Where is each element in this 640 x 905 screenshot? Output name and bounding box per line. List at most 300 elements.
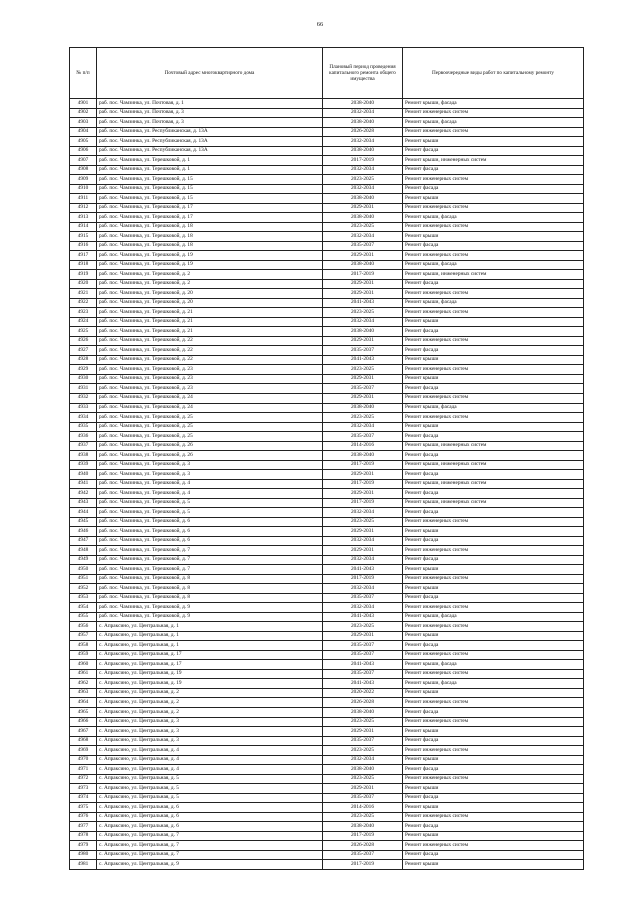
row-address: с. Апраксино, ул. Центральная, д. 17: [97, 650, 323, 660]
table-row: [70, 574, 584, 584]
row-works: Ремонт инженерных систем: [403, 774, 584, 784]
row-number: 4901: [70, 99, 97, 109]
row-works: Ремонт крыши: [403, 784, 584, 794]
table-row: [70, 584, 584, 594]
row-number: 4966: [70, 717, 97, 727]
row-period: 2041-2043: [323, 612, 403, 622]
row-works: Ремонт фасада: [403, 822, 584, 832]
row-address: раб. пос. Чамзинка, ул. Почтовая, д. 3: [97, 118, 323, 128]
row-number: 4971: [70, 765, 97, 775]
table-row: [70, 137, 584, 147]
table-row: [70, 365, 584, 375]
row-number: 4931: [70, 384, 97, 394]
row-period: 2032-2034: [323, 317, 403, 327]
row-number: 4967: [70, 727, 97, 737]
row-address: раб. пос. Чамзинка, ул. Терешковой, д. 26: [97, 451, 323, 461]
row-address: раб. пос. Чамзинка, ул. Терешковой, д. 20: [97, 298, 323, 308]
table-row: [70, 650, 584, 660]
row-number: 4937: [70, 441, 97, 451]
table-row: [70, 565, 584, 575]
row-number: 4977: [70, 822, 97, 832]
row-number: 4954: [70, 603, 97, 613]
table-row: [70, 251, 584, 261]
row-number: 4927: [70, 346, 97, 356]
table-row: [70, 660, 584, 670]
row-period: 2026-2028: [323, 127, 403, 137]
row-number: 4923: [70, 308, 97, 318]
row-number: 4945: [70, 517, 97, 527]
row-period: 2035-2037: [323, 346, 403, 356]
row-number: 4925: [70, 327, 97, 337]
row-period: 2029-2031: [323, 393, 403, 403]
row-address: раб. пос. Чамзинка, ул. Терешковой, д. 17: [97, 213, 323, 223]
row-works: Ремонт крыши, фасада: [403, 118, 584, 128]
table-row: [70, 774, 584, 784]
row-period: 2035-2037: [323, 736, 403, 746]
row-address: раб. пос. Чамзинка, ул. Терешковой, д. 24: [97, 403, 323, 413]
row-works: Ремонт крыши, инженерных систем: [403, 156, 584, 166]
table-row: [70, 527, 584, 537]
row-works: Ремонт крыши, инженерных систем: [403, 270, 584, 280]
row-address: раб. пос. Чамзинка, ул. Республиканская, д. 13А: [97, 127, 323, 137]
row-number: 4933: [70, 403, 97, 413]
row-address: с. Апраксино, ул. Центральная, д. 1: [97, 641, 323, 651]
table-row: [70, 384, 584, 394]
row-address: раб. пос. Чамзинка, ул. Терешковой, д. 21: [97, 327, 323, 337]
row-works: Ремонт крыши: [403, 688, 584, 698]
row-period: 2014-2016: [323, 441, 403, 451]
row-works: Ремонт фасада: [403, 708, 584, 718]
table-row: [70, 432, 584, 442]
row-number: 4926: [70, 336, 97, 346]
row-works: Ремонт крыши, фасада: [403, 403, 584, 413]
row-period: 2029-2031: [323, 289, 403, 299]
row-number: 4922: [70, 298, 97, 308]
row-works: Ремонт инженерных систем: [403, 841, 584, 851]
row-works: Ремонт крыши, фасада: [403, 99, 584, 109]
row-number: 4975: [70, 803, 97, 813]
row-address: с. Апраксино, ул. Центральная, д. 3: [97, 727, 323, 737]
row-period: 2029-2031: [323, 546, 403, 556]
row-number: 4910: [70, 184, 97, 194]
table-row: [70, 631, 584, 641]
table-row: [70, 175, 584, 185]
table-row: [70, 355, 584, 365]
row-works: Ремонт фасада: [403, 241, 584, 251]
table-row: [70, 470, 584, 480]
row-works: Ремонт инженерных систем: [403, 603, 584, 613]
row-address: с. Апраксино, ул. Центральная, д. 2: [97, 688, 323, 698]
row-number: 4950: [70, 565, 97, 575]
row-number: 4961: [70, 669, 97, 679]
row-address: раб. пос. Чамзинка, ул. Терешковой, д. 26: [97, 441, 323, 451]
row-works: Ремонт крыши: [403, 137, 584, 147]
row-address: раб. пос. Чамзинка, ул. Терешковой, д. 18: [97, 222, 323, 232]
table-row: [70, 127, 584, 137]
row-number: 4935: [70, 422, 97, 432]
row-address: раб. пос. Чамзинка, ул. Терешковой, д. 25: [97, 413, 323, 423]
row-address: с. Апраксино, ул. Центральная, д. 6: [97, 803, 323, 813]
row-address: с. Апраксино, ул. Центральная, д. 9: [97, 860, 323, 870]
row-works: Ремонт фасада: [403, 279, 584, 289]
table-row: [70, 508, 584, 518]
row-address: с. Апраксино, ул. Центральная, д. 2: [97, 708, 323, 718]
table-row: [70, 413, 584, 423]
table-row: [70, 669, 584, 679]
table-row: [70, 460, 584, 470]
row-period: 2035-2037: [323, 850, 403, 860]
row-period: 2026-2028: [323, 698, 403, 708]
row-number: 4948: [70, 546, 97, 556]
row-address: раб. пос. Чамзинка, ул. Терешковой, д. 23: [97, 374, 323, 384]
table-row: [70, 441, 584, 451]
row-period: 2038-2040: [323, 708, 403, 718]
row-number: 4965: [70, 708, 97, 718]
row-number: 4960: [70, 660, 97, 670]
row-works: Ремонт фасада: [403, 850, 584, 860]
row-number: 4952: [70, 584, 97, 594]
row-period: 2032-2034: [323, 508, 403, 518]
row-number: 4963: [70, 688, 97, 698]
table-row: [70, 451, 584, 461]
table-row: [70, 603, 584, 613]
row-works: Ремонт крыши: [403, 317, 584, 327]
table-row: [70, 222, 584, 232]
table-body: [70, 99, 584, 870]
row-period: 2029-2031: [323, 279, 403, 289]
row-address: раб. пос. Чамзинка, ул. Терешковой, д. 19: [97, 260, 323, 270]
row-works: Ремонт инженерных систем: [403, 546, 584, 556]
row-works: Ремонт фасада: [403, 555, 584, 565]
table-row: [70, 765, 584, 775]
table-row: [70, 203, 584, 213]
row-number: 4955: [70, 612, 97, 622]
row-number: 4919: [70, 270, 97, 280]
row-works: Ремонт крыши, фасада: [403, 612, 584, 622]
table-row: [70, 260, 584, 270]
row-period: 2041-2043: [323, 660, 403, 670]
row-address: с. Апраксино, ул. Центральная, д. 5: [97, 784, 323, 794]
row-period: 2014-2016: [323, 803, 403, 813]
table-row: [70, 593, 584, 603]
row-address: раб. пос. Чамзинка, ул. Терешковой, д. 23: [97, 384, 323, 394]
row-works: Ремонт инженерных систем: [403, 175, 584, 185]
capital-repair-table: [69, 47, 584, 870]
row-period: 2038-2040: [323, 822, 403, 832]
row-number: 4951: [70, 574, 97, 584]
row-number: 4928: [70, 355, 97, 365]
row-number: 4915: [70, 232, 97, 242]
row-works: Ремонт крыши: [403, 860, 584, 870]
row-number: 4934: [70, 413, 97, 423]
row-works: Ремонт фасада: [403, 489, 584, 499]
row-number: 4909: [70, 175, 97, 185]
row-address: раб. пос. Чамзинка, ул. Почтовая, д. 3: [97, 108, 323, 118]
row-works: Ремонт фасада: [403, 641, 584, 651]
row-period: 2029-2031: [323, 527, 403, 537]
row-works: Ремонт крыши, фасада: [403, 213, 584, 223]
row-works: Ремонт фасада: [403, 432, 584, 442]
row-address: раб. пос. Чамзинка, ул. Терешковой, д. 9: [97, 612, 323, 622]
row-works: Ремонт крыши: [403, 194, 584, 204]
row-address: с. Апраксино, ул. Центральная, д. 3: [97, 736, 323, 746]
row-period: 2032-2034: [323, 422, 403, 432]
row-address: с. Апраксино, ул. Центральная, д. 3: [97, 717, 323, 727]
row-number: 4976: [70, 812, 97, 822]
row-works: Ремонт инженерных систем: [403, 812, 584, 822]
row-period: 2023-2025: [323, 717, 403, 727]
row-period: 2041-2043: [323, 355, 403, 365]
row-period: 2035-2037: [323, 432, 403, 442]
table-row: [70, 727, 584, 737]
row-number: 4958: [70, 641, 97, 651]
row-period: 2032-2034: [323, 137, 403, 147]
row-works: Ремонт фасада: [403, 736, 584, 746]
table-row: [70, 489, 584, 499]
row-number: 4979: [70, 841, 97, 851]
table-row: [70, 517, 584, 527]
row-address: с. Апраксино, ул. Центральная, д. 7: [97, 831, 323, 841]
row-number: 4944: [70, 508, 97, 518]
table-row: [70, 241, 584, 251]
row-address: раб. пос. Чамзинка, ул. Терешковой, д. 1: [97, 165, 323, 175]
row-address: раб. пос. Чамзинка, ул. Республиканская, д. 13А: [97, 146, 323, 156]
row-works: Ремонт инженерных систем: [403, 574, 584, 584]
row-period: 2032-2034: [323, 555, 403, 565]
row-period: 2029-2031: [323, 631, 403, 641]
table-row: [70, 784, 584, 794]
row-works: Ремонт крыши: [403, 755, 584, 765]
row-number: 4980: [70, 850, 97, 860]
row-works: Ремонт инженерных систем: [403, 222, 584, 232]
row-address: раб. пос. Чамзинка, ул. Терешковой, д. 18: [97, 241, 323, 251]
row-number: 4981: [70, 860, 97, 870]
row-period: 2023-2025: [323, 365, 403, 375]
row-number: 4972: [70, 774, 97, 784]
row-period: 2029-2031: [323, 374, 403, 384]
row-period: 2023-2025: [323, 175, 403, 185]
row-period: 2029-2031: [323, 470, 403, 480]
table-row: [70, 708, 584, 718]
table-row: [70, 498, 584, 508]
row-address: раб. пос. Чамзинка, ул. Терешковой, д. 21: [97, 308, 323, 318]
table-row: [70, 165, 584, 175]
row-address: раб. пос. Чамзинка, ул. Терешковой, д. 22: [97, 336, 323, 346]
row-address: раб. пос. Чамзинка, ул. Терешковой, д. 1: [97, 156, 323, 166]
row-address: раб. пос. Чамзинка, ул. Терешковой, д. 4: [97, 479, 323, 489]
table-row: [70, 308, 584, 318]
table-row: [70, 841, 584, 851]
row-period: 2035-2037: [323, 793, 403, 803]
table-row: [70, 698, 584, 708]
table-row: [70, 279, 584, 289]
row-works: Ремонт инженерных систем: [403, 746, 584, 756]
row-period: 2029-2031: [323, 727, 403, 737]
row-number: 4921: [70, 289, 97, 299]
table-row: [70, 755, 584, 765]
row-period: 2038-2040: [323, 403, 403, 413]
table-row: [70, 822, 584, 832]
row-number: 4962: [70, 679, 97, 689]
row-period: 2032-2034: [323, 184, 403, 194]
row-period: 2017-2019: [323, 156, 403, 166]
row-number: 4916: [70, 241, 97, 251]
row-number: 4940: [70, 470, 97, 480]
row-works: Ремонт крыши: [403, 727, 584, 737]
row-number: 4904: [70, 127, 97, 137]
row-address: раб. пос. Чамзинка, ул. Терешковой, д. 22: [97, 355, 323, 365]
row-address: раб. пос. Чамзинка, ул. Терешковой, д. 3: [97, 460, 323, 470]
table-row: [70, 736, 584, 746]
row-number: 4957: [70, 631, 97, 641]
row-number: 4913: [70, 213, 97, 223]
row-period: 2038-2040: [323, 118, 403, 128]
row-works: Ремонт фасада: [403, 146, 584, 156]
row-period: 2023-2025: [323, 812, 403, 822]
row-works: Ремонт крыши: [403, 527, 584, 537]
table-row: [70, 194, 584, 204]
row-works: Ремонт крыши, инженерных систем: [403, 498, 584, 508]
row-works: Ремонт инженерных систем: [403, 365, 584, 375]
row-period: 2038-2040: [323, 194, 403, 204]
row-address: с. Апраксино, ул. Центральная, д. 19: [97, 679, 323, 689]
row-period: 2035-2037: [323, 641, 403, 651]
row-period: 2017-2019: [323, 479, 403, 489]
row-address: с. Апраксино, ул. Центральная, д. 4: [97, 746, 323, 756]
row-address: с. Апраксино, ул. Центральная, д. 6: [97, 812, 323, 822]
row-period: 2038-2040: [323, 146, 403, 156]
row-number: 4939: [70, 460, 97, 470]
row-number: 4902: [70, 108, 97, 118]
row-works: Ремонт инженерных систем: [403, 289, 584, 299]
row-address: раб. пос. Чамзинка, ул. Терешковой, д. 2: [97, 270, 323, 280]
table-row: [70, 746, 584, 756]
row-period: 2035-2037: [323, 384, 403, 394]
row-number: 4918: [70, 260, 97, 270]
table-row: [70, 327, 584, 337]
row-period: 2038-2040: [323, 99, 403, 109]
row-address: раб. пос. Чамзинка, ул. Терешковой, д. 25: [97, 422, 323, 432]
row-works: Ремонт крыши, фасада: [403, 660, 584, 670]
row-address: раб. пос. Чамзинка, ул. Терешковой, д. 19: [97, 251, 323, 261]
row-period: 2017-2019: [323, 831, 403, 841]
table-row: [70, 612, 584, 622]
row-period: 2035-2037: [323, 593, 403, 603]
row-period: 2017-2019: [323, 574, 403, 584]
row-address: с. Апраксино, ул. Центральная, д. 6: [97, 822, 323, 832]
row-number: 4936: [70, 432, 97, 442]
row-period: 2032-2034: [323, 232, 403, 242]
table-row: [70, 536, 584, 546]
table-row: [70, 336, 584, 346]
row-works: Ремонт фасада: [403, 165, 584, 175]
table-row: [70, 622, 584, 632]
row-period: 2032-2034: [323, 165, 403, 175]
row-works: Ремонт инженерных систем: [403, 622, 584, 632]
row-number: 4947: [70, 536, 97, 546]
row-address: раб. пос. Чамзинка, ул. Республиканская, д. 13А: [97, 137, 323, 147]
row-works: Ремонт крыши, фасада: [403, 298, 584, 308]
row-address: раб. пос. Чамзинка, ул. Терешковой, д. 20: [97, 289, 323, 299]
row-period: 2032-2034: [323, 603, 403, 613]
row-address: раб. пос. Чамзинка, ул. Терешковой, д. 23: [97, 365, 323, 375]
row-address: раб. пос. Чамзинка, ул. Терешковой, д. 25: [97, 432, 323, 442]
row-period: 2017-2019: [323, 270, 403, 280]
row-number: 4930: [70, 374, 97, 384]
table-row: [70, 812, 584, 822]
row-period: 2023-2025: [323, 308, 403, 318]
row-period: 2029-2031: [323, 203, 403, 213]
table-row: [70, 850, 584, 860]
row-address: с. Апраксино, ул. Центральная, д. 19: [97, 669, 323, 679]
table-row: [70, 793, 584, 803]
row-works: Ремонт крыши, инженерных систем: [403, 460, 584, 470]
table-row: [70, 232, 584, 242]
table-row: [70, 717, 584, 727]
row-address: раб. пос. Чамзинка, ул. Терешковой, д. 17: [97, 203, 323, 213]
row-works: Ремонт крыши: [403, 831, 584, 841]
row-address: с. Апраксино, ул. Центральная, д. 1: [97, 631, 323, 641]
row-number: 4969: [70, 746, 97, 756]
row-period: 2017-2019: [323, 498, 403, 508]
row-number: 4907: [70, 156, 97, 166]
row-address: раб. пос. Чамзинка, ул. Терешковой, д. 15: [97, 194, 323, 204]
row-period: 2029-2031: [323, 251, 403, 261]
row-period: 2038-2040: [323, 260, 403, 270]
row-number: 4911: [70, 194, 97, 204]
row-number: 4953: [70, 593, 97, 603]
row-number: 4943: [70, 498, 97, 508]
row-period: 2017-2019: [323, 860, 403, 870]
row-number: 4903: [70, 118, 97, 128]
row-works: Ремонт фасада: [403, 536, 584, 546]
row-period: 2038-2040: [323, 451, 403, 461]
row-number: 4973: [70, 784, 97, 794]
table-row: [70, 555, 584, 565]
row-address: раб. пос. Чамзинка, ул. Терешковой, д. 8: [97, 593, 323, 603]
header-row: [70, 48, 584, 99]
row-number: 4929: [70, 365, 97, 375]
row-works: Ремонт фасада: [403, 765, 584, 775]
table-row: [70, 393, 584, 403]
row-works: Ремонт крыши: [403, 374, 584, 384]
header-num: № п/п: [70, 48, 97, 99]
row-works: Ремонт фасада: [403, 508, 584, 518]
row-works: Ремонт инженерных систем: [403, 108, 584, 118]
table-row: [70, 146, 584, 156]
row-address: раб. пос. Чамзинка, ул. Терешковой, д. 15: [97, 184, 323, 194]
header-works: Первоочередные виды работ по капитальному ремонту: [403, 48, 584, 99]
table-row: [70, 108, 584, 118]
row-works: Ремонт инженерных систем: [403, 698, 584, 708]
row-number: 4905: [70, 137, 97, 147]
row-works: Ремонт крыши: [403, 232, 584, 242]
row-works: Ремонт фасада: [403, 346, 584, 356]
row-works: Ремонт крыши, фасада: [403, 260, 584, 270]
table-row: [70, 99, 584, 109]
row-period: 2041-2043: [323, 298, 403, 308]
row-address: с. Апраксино, ул. Центральная, д. 17: [97, 660, 323, 670]
row-number: 4938: [70, 451, 97, 461]
row-works: Ремонт инженерных систем: [403, 517, 584, 527]
row-period: 2038-2040: [323, 765, 403, 775]
row-works: Ремонт инженерных систем: [403, 717, 584, 727]
row-works: Ремонт крыши: [403, 355, 584, 365]
row-period: 2020-2022: [323, 688, 403, 698]
table-row: [70, 803, 584, 813]
row-works: Ремонт фасада: [403, 327, 584, 337]
row-address: раб. пос. Чамзинка, ул. Терешковой, д. 6: [97, 517, 323, 527]
